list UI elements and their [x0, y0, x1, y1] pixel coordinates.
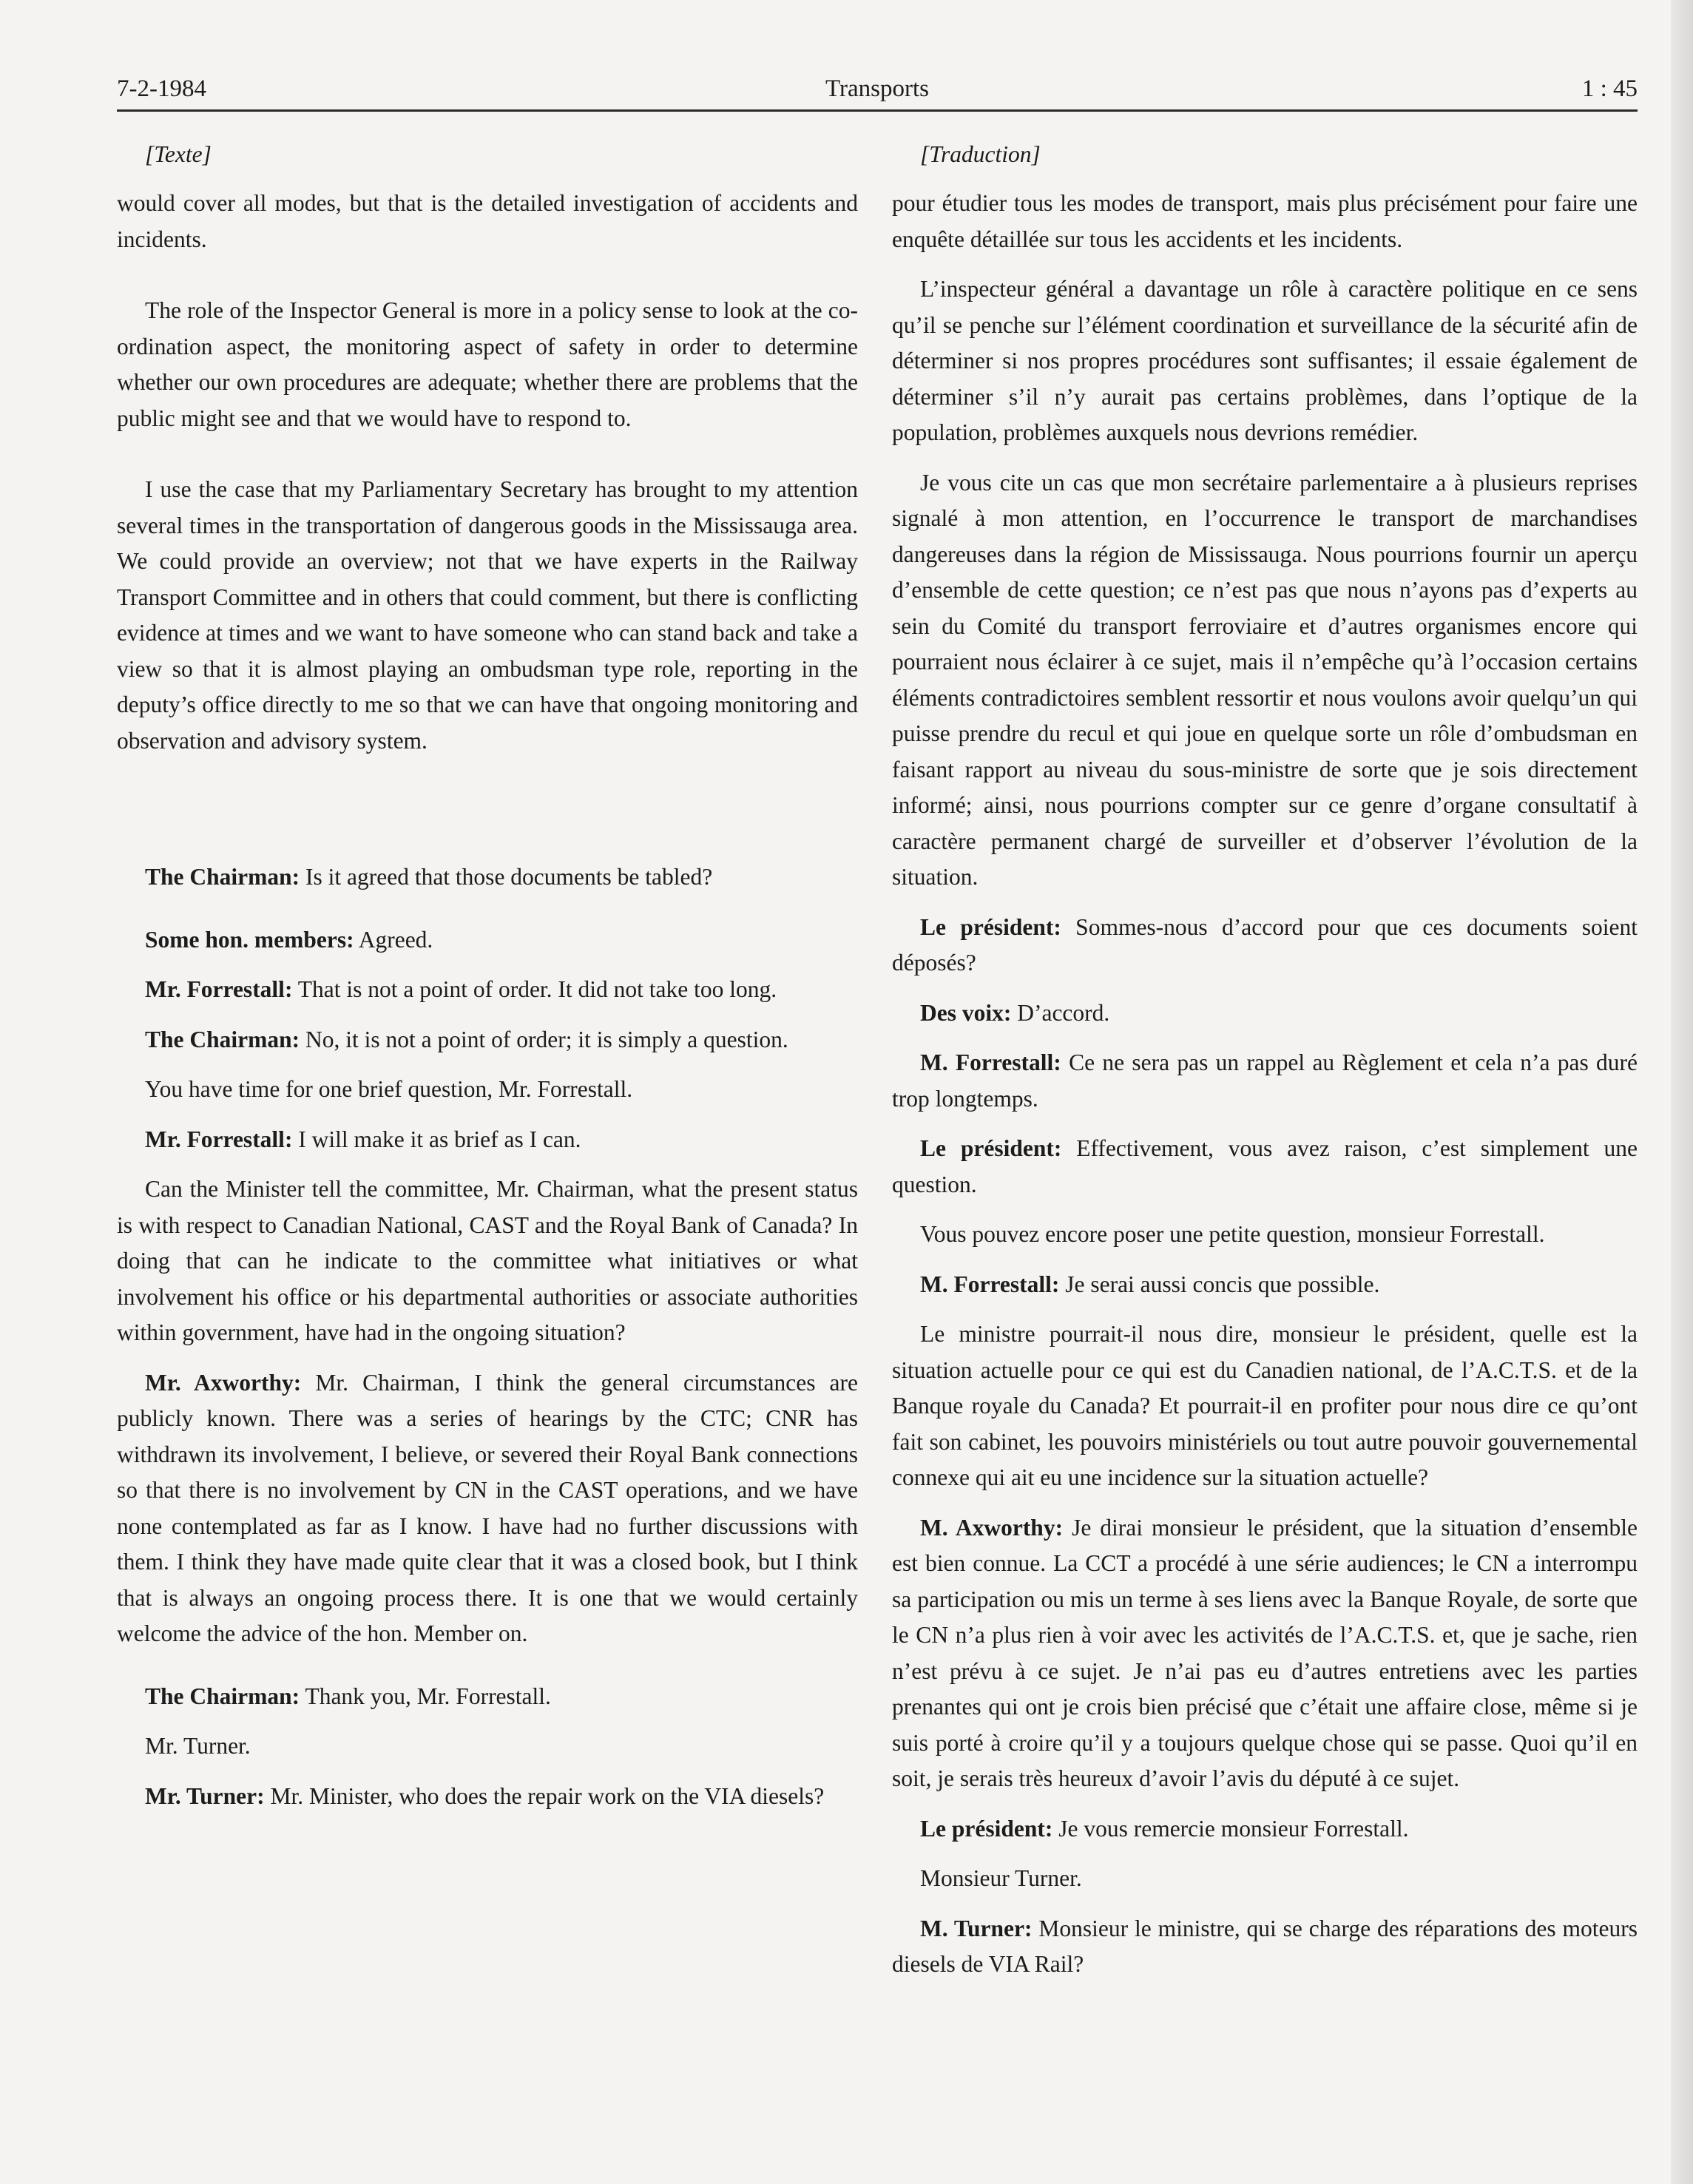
- speaker-name: M. Forrestall:: [920, 1049, 1061, 1075]
- paragraph: [892, 1316, 1638, 1496]
- paragraph: [892, 271, 1638, 451]
- column-tag: [Texte]: [145, 141, 212, 167]
- right-column-french: [892, 138, 1638, 1997]
- paragraph-text: Je dirai monsieur le président, que la situation d’ensemble est bien connue. La CCT a procédé à une série audiences; le CN a interrompu sa participation ou mis un terme à ses liens avec la Banque Royale, de sorte que le CN n’a plus rien à voir avec les activités de l’A.C.T.S. et, que je sache, rien n’est prévu à ce sujet. Je n’ai pas eu d’autres entretiens avec les parties prenantes qui ont je crois bien précisé que c’était une affaire close, même si je suis porté à croire qu’il y a toujours quelque chose qui se passe. Quoi qu’il en soit, je serais très heureux d’avoir l’avis du député à ce sujet.: [892, 1514, 1638, 1791]
- paragraph: [892, 1217, 1638, 1253]
- paragraph: [117, 293, 858, 436]
- header-page-number: 1 : 45: [1581, 75, 1638, 102]
- paragraph-text: L’inspecteur général a davantage un rôle à caractère politique en ce sens qu’il se penche sur l’élément coordination et surveillance de la sécurité afin de déterminer si nos propres procédures sont suffisantes; il essaie également de déterminer s’il n’y aurait pas certains problèmes, dans l’optique de la population, problèmes auxquels nous devrions remédier.: [892, 276, 1638, 445]
- paragraph-text: No, it is not a point of order; it is simply a question.: [305, 1026, 788, 1052]
- paragraph-text: Agreed.: [358, 926, 433, 953]
- paragraph-text: I use the case that my Parliamentary Secretary has brought to my attention several times in the transportation of dangerous goods in the Mississauga area. We could provide an overview; not that we have experts in the Railway Transport Committee and in others that could comment, but there is conflicting evidence at times and we want to have someone who can stand back and take a view so that it is almost playing an ombudsman type role, reporting in the deputy’s office directly to me so that we can have that ongoing monitoring and observation and advisory system.: [117, 476, 858, 754]
- paragraph: [117, 1172, 858, 1351]
- paragraph-text: Monsieur le ministre, qui se charge des réparations des moteurs diesels de VIA Rail?: [892, 1915, 1638, 1977]
- paragraph: [892, 1811, 1638, 1847]
- paragraph-text: I will make it as brief as I can.: [298, 1126, 581, 1152]
- paragraph: [117, 1728, 858, 1765]
- paragraph-text: D’accord.: [1017, 999, 1110, 1026]
- paragraph: [892, 995, 1638, 1032]
- paragraph: [892, 1045, 1638, 1117]
- paragraph-text: Mr. Minister, who does the repair work on the VIA diesels?: [270, 1782, 825, 1809]
- paragraph: [117, 972, 858, 1008]
- paragraph: [117, 186, 858, 257]
- paragraph: [117, 1022, 858, 1058]
- binding-edge: [1671, 0, 1693, 2184]
- paragraph-text: Thank you, Mr. Forrestall.: [305, 1683, 551, 1709]
- paragraph-text: Mr. Chairman, I think the general circumstances are publicly known. There was a series of hearings by the CTC; CNR has withdrawn its involvement, I believe, or severed their Royal Bank connections so that there is no involvement by CN in the CAST operations, and we have none contemplated as far as I know. I have had no further discussions with them. I think they have made quite clear that it was a closed book, but I think that is always an ongoing process there. It is one that we would certainly welcome the advice of the hon. Member on.: [117, 1369, 859, 1646]
- speaker-name: Le président:: [920, 1135, 1062, 1161]
- speaker-name: Mr. Axworthy:: [145, 1369, 302, 1396]
- left-column-english: [117, 138, 858, 1828]
- paragraph: [117, 1779, 858, 1815]
- column-tag: [Traduction]: [920, 141, 1041, 167]
- paragraph-text: Sommes-nous d’accord pour que ces documents soient déposés?: [892, 913, 1638, 976]
- paragraph: [892, 1911, 1638, 1983]
- paragraph-text: Effectivement, vous avez raison, c’est simplement une question.: [892, 1135, 1638, 1197]
- paragraph-text: Je serai aussi concis que possible.: [1065, 1271, 1380, 1297]
- paragraph: [117, 1072, 858, 1108]
- paragraph: [892, 465, 1638, 896]
- paragraph-text: Je vous cite un cas que mon secrétaire parlementaire a à plusieurs reprises signalé à mon attention, en l’occurrence le transport de marchandises dangereuses dans la région de Mississauga. Nous pourrions fournir un aperçu d’ensemble de cette question; ce n’est pas que nous n’ayons pas d’experts au sein du Comité du transport ferroviaire et d’autres organismes encore qui pourraient nous éclairer à ce sujet, mais il n’empêche qu’à l’occasion certains éléments contradictoires semblent ressortir et nous voulons avoir quelqu’un qui puisse prendre du recul et qui joue en quelque sorte un rôle d’ombudsman en faisant rapport au niveau du sous-ministre de sorte que je sois directement informé; ainsi, nous pourrions compter sur ce genre d’organe consultatif à caractère permanent chargé de surveiller et d’observer l’évolution de la situation.: [892, 469, 1638, 890]
- paragraph: [117, 859, 858, 896]
- header-title: Transports: [825, 75, 929, 102]
- speaker-name: The Chairman:: [145, 1026, 300, 1052]
- speaker-name: Some hon. members:: [145, 926, 354, 953]
- paragraph: [117, 1365, 858, 1652]
- paragraph-text: Vous pouvez encore poser une petite question, monsieur Forrestall.: [920, 1221, 1545, 1247]
- header-date: 7-2-1984: [117, 75, 206, 102]
- paragraph-text: Ce ne sera pas un rappel au Règlement et cela n’a pas duré trop longtemps.: [892, 1049, 1638, 1112]
- speaker-name: Mr. Turner:: [145, 1782, 265, 1809]
- paragraph: [892, 1267, 1638, 1303]
- paragraph: [117, 1122, 858, 1158]
- paragraph-text: That is not a point of order. It did not take too long.: [297, 976, 777, 1002]
- paragraph-text: You have time for one brief question, Mr. Forrestall.: [145, 1076, 633, 1102]
- speaker-name: M. Axworthy:: [920, 1514, 1064, 1541]
- paragraph: [892, 186, 1638, 257]
- speaker-name: M. Turner:: [920, 1915, 1033, 1941]
- paragraph: [117, 472, 858, 759]
- speaker-name: Le président:: [920, 913, 1061, 940]
- speaker-name: The Chairman:: [145, 864, 300, 890]
- speaker-name: The Chairman:: [145, 1683, 300, 1709]
- paragraph: [117, 922, 858, 959]
- paragraph-text: The role of the Inspector General is more in a policy sense to look at the co-ordination aspect, the monitoring aspect of safety in order to determine whether our own procedures are adequate; whether there are problems that the public might see and that we would have to respond to.: [117, 297, 858, 431]
- paragraph-text: Monsieur Turner.: [920, 1865, 1082, 1891]
- speaker-name: Mr. Forrestall:: [145, 976, 293, 1002]
- speaker-name: Mr. Forrestall:: [145, 1126, 293, 1152]
- paragraph-text: Je vous remercie monsieur Forrestall.: [1058, 1815, 1409, 1842]
- paragraph-text: Is it agreed that those documents be tabled?: [305, 864, 713, 890]
- paragraph: [892, 1131, 1638, 1203]
- page-header: [117, 71, 1638, 112]
- speaker-name: M. Forrestall:: [920, 1271, 1060, 1297]
- paragraph-text: pour étudier tous les modes de transport, mais plus précisément pour faire une enquête détaillée sur tous les accidents et les incidents.: [892, 190, 1638, 252]
- paragraph: [892, 1861, 1638, 1897]
- paragraph: [892, 910, 1638, 981]
- speaker-name: Des voix:: [920, 999, 1012, 1026]
- paragraph: [892, 1510, 1638, 1797]
- paragraph-text: would cover all modes, but that is the detailed investigation of accidents and incidents.: [117, 190, 858, 252]
- paragraph-text: Mr. Turner.: [145, 1733, 251, 1759]
- paragraph: [117, 1679, 858, 1715]
- paragraph-text: Le ministre pourrait-il nous dire, monsieur le président, quelle est la situation actuelle pour ce qui est du Canadien national, de l’A.C.T.S. et de la Banque royale du Canada? Et pourrait-il en profiter pour nous dire ce qu’ont fait son cabinet, les pouvoirs ministériels ou tout autre pouvoir gouvernemental connexe qui ait eu une incidence sur la situation actuelle?: [892, 1321, 1638, 1490]
- paragraph-text: Can the Minister tell the committee, Mr. Chairman, what the present status is with respect to Canadian National, CAST and the Royal Bank of Canada? In doing that can he indicate to the committee what initiatives or what involvement his office or his departmental authorities or associate authorities within government, have had in the ongoing situation?: [117, 1176, 858, 1345]
- speaker-name: Le président:: [920, 1815, 1053, 1842]
